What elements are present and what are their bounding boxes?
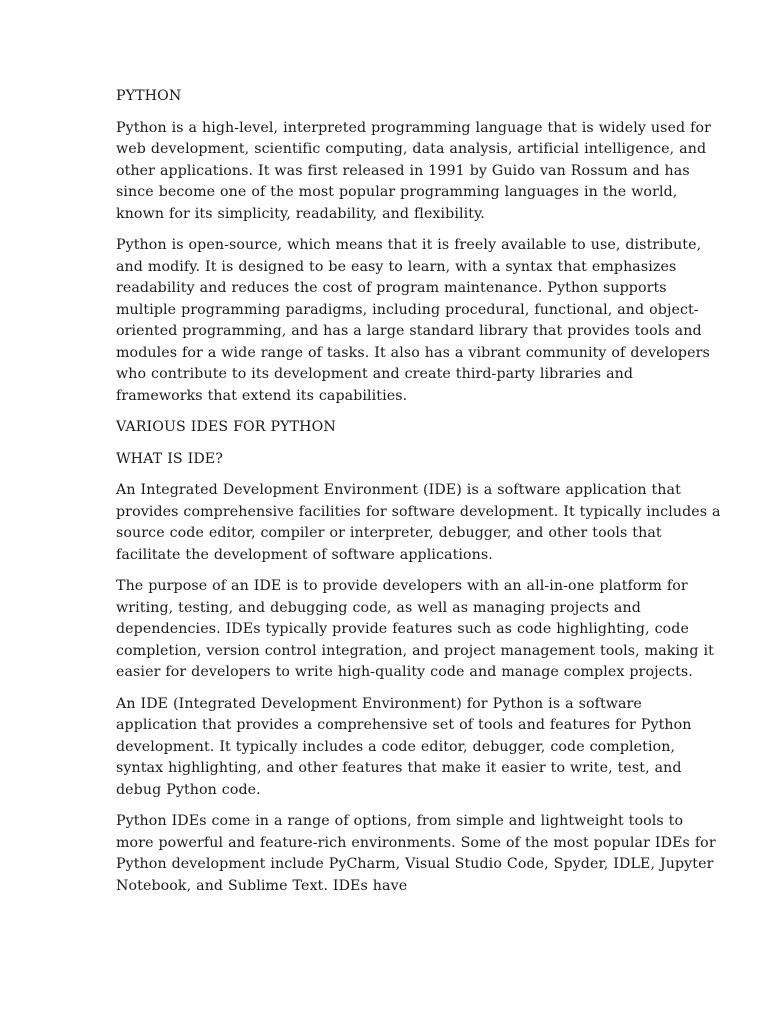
document-title: PYTHON	[116, 88, 182, 104]
section-heading: VARIOUS IDES FOR PYTHON	[116, 419, 336, 435]
intro-paragraph: Python is open-source, which means that it is freely available to use, distribute, and modify. It is designed to be easy to learn, with a syntax that emphasizes readability and reduces the cost of program maintenance. Python supports multiple programming paradigms, including procedural, functional, and object-oriented programming, and has a large standard library that provides tools and modules for a wide range of tasks. It also has a vibrant community of developers who contribute to its development and create third-party libraries and frameworks that extend its capabilities.	[116, 237, 710, 404]
ide-paragraph: An IDE (Integrated Development Environment) for Python is a software application that provides a comprehensive set of tools and features for Python development. It typically includes a code editor, debugger, code completion, syntax highlighting, and other features that make it easier to write, test, and debug Python code.	[116, 695, 692, 798]
ide-paragraph: Python IDEs come in a range of options, from simple and lightweight tools to more powerful and feature-rich environments. Some of the most popular IDEs for Python development include PyCharm, Visual Studio Code, Spyder, IDLE, Jupyter Notebook, and Sublime Text. IDEs have	[116, 813, 716, 894]
document-page	[116, 86, 722, 907]
ide-paragraph: The purpose of an IDE is to provide developers with an all-in-one platform for writing, testing, and debugging code, as well as managing projects and dependencies. IDEs typically provide features such as code highlighting, code completion, version control integration, and project management tools, making it easier for developers to write high-quality code and manage complex projects.	[116, 578, 714, 680]
ide-paragraph: An Integrated Development Environment (IDE) is a software application that provides comprehensive facilities for software development. It typically includes a source code editor, compiler or interpreter, debugger, and other tools that facilitate the development of software applications.	[116, 482, 721, 563]
subsection-heading: WHAT IS IDE?	[116, 450, 223, 467]
intro-paragraph: Python is a high-level, interpreted programming language that is widely used for web development, scientific computing, data analysis, artificial intelligence, and other applications. It was first released in 1991 by Guido van Rossum and has since become one of the most popular programming languages in the world, known for its simplicity, readability, and flexibility.	[116, 119, 712, 222]
